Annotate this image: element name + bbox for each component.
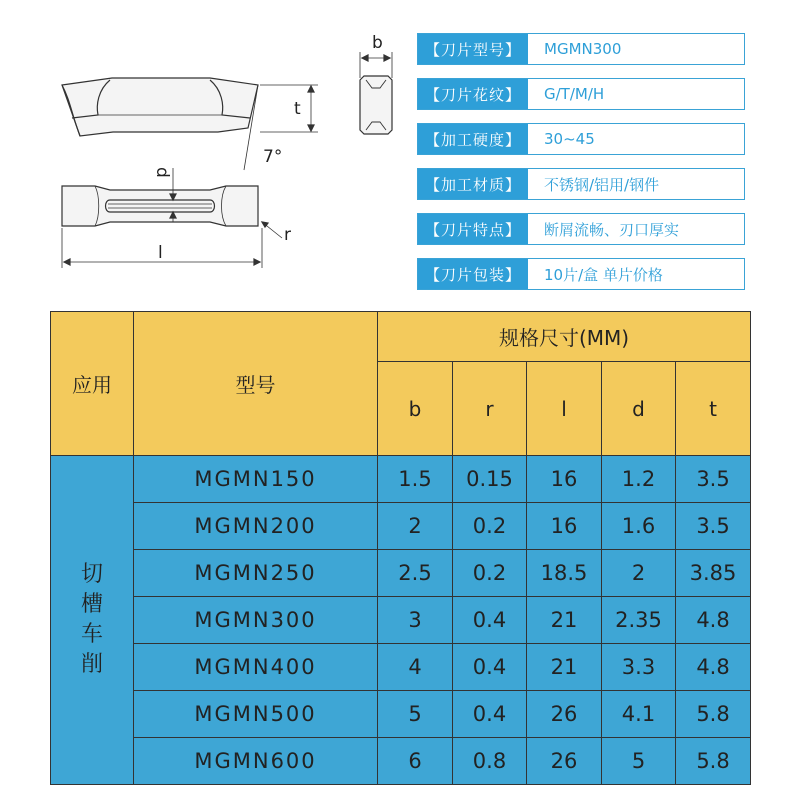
d-cell: 1.2 [602, 456, 676, 503]
spec-features [417, 213, 745, 245]
header-d: d [602, 362, 676, 456]
l-cell: 16 [527, 503, 602, 550]
t-cell: 3.5 [676, 456, 751, 503]
header-application: 应用 [51, 312, 134, 456]
d-cell: 3.3 [602, 644, 676, 691]
d-cell: 2.35 [602, 597, 676, 644]
spec-packaging [417, 258, 745, 290]
spec-packaging-value: 10片/盒 单片价格 [528, 259, 744, 289]
insert-end-view [360, 76, 392, 134]
table-row [51, 738, 751, 785]
insert-top-view [62, 186, 258, 226]
r-cell: 0.4 [453, 644, 527, 691]
d-cell: 1.6 [602, 503, 676, 550]
dimension-table [50, 311, 751, 785]
insert-technical-drawing [0, 0, 410, 300]
r-cell: 0.15 [453, 456, 527, 503]
table-row [51, 597, 751, 644]
application-text: 切槽车削 [80, 562, 103, 677]
label-l: l [158, 243, 163, 263]
header-dimensions: 规格尺寸(MM) [378, 312, 751, 362]
r-cell: 0.2 [453, 550, 527, 597]
l-cell: 21 [527, 597, 602, 644]
spec-features-value: 断屑流畅、刃口厚实 [528, 214, 744, 244]
spec-material [417, 168, 745, 200]
spec-packaging-label: 【刀片包装】 [418, 259, 528, 289]
model-cell: MGMN300 [134, 597, 378, 644]
model-cell: MGMN250 [134, 550, 378, 597]
l-cell: 16 [527, 456, 602, 503]
model-cell: MGMN600 [134, 738, 378, 785]
d-cell: 4.1 [602, 691, 676, 738]
spec-features-label: 【刀片特点】 [418, 214, 528, 244]
b-cell: 1.5 [378, 456, 453, 503]
table-row [51, 550, 751, 597]
table-row [51, 456, 751, 503]
spec-hardness-label: 【加工硬度】 [418, 124, 528, 154]
t-cell: 4.8 [676, 644, 751, 691]
table-row [51, 503, 751, 550]
spec-model-label: 【刀片型号】 [418, 34, 528, 64]
r-cell: 0.8 [453, 738, 527, 785]
l-cell: 21 [527, 644, 602, 691]
spec-material-label: 【加工材质】 [418, 169, 528, 199]
model-cell: MGMN200 [134, 503, 378, 550]
b-cell: 6 [378, 738, 453, 785]
header-t: t [676, 362, 751, 456]
t-cell: 3.5 [676, 503, 751, 550]
spec-material-value: 不锈钢/铝用/钢件 [528, 169, 744, 199]
label-r: r [284, 225, 291, 245]
t-cell: 5.8 [676, 738, 751, 785]
r-cell: 0.4 [453, 691, 527, 738]
label-angle: 7° [263, 147, 283, 167]
insert-spec-list [417, 33, 745, 303]
b-cell: 4 [378, 644, 453, 691]
spec-hardness-value: 30~45 [528, 124, 744, 154]
model-cell: MGMN150 [134, 456, 378, 503]
l-cell: 26 [527, 738, 602, 785]
r-cell: 0.4 [453, 597, 527, 644]
header-r: r [453, 362, 527, 456]
d-cell: 2 [602, 550, 676, 597]
t-cell: 4.8 [676, 597, 751, 644]
spec-hardness [417, 123, 745, 155]
b-cell: 5 [378, 691, 453, 738]
b-cell: 3 [378, 597, 453, 644]
spec-pattern-label: 【刀片花纹】 [418, 79, 528, 109]
model-cell: MGMN500 [134, 691, 378, 738]
insert-side-view [62, 78, 258, 136]
label-b: b [372, 33, 383, 53]
header-model: 型号 [134, 312, 378, 456]
model-cell: MGMN400 [134, 644, 378, 691]
t-cell: 3.85 [676, 550, 751, 597]
application-cell [51, 456, 134, 785]
table-row [51, 691, 751, 738]
d-cell: 5 [602, 738, 676, 785]
label-d: d [152, 167, 172, 178]
table-row [51, 644, 751, 691]
l-cell: 18.5 [527, 550, 602, 597]
header-l: l [527, 362, 602, 456]
label-t: t [294, 99, 301, 119]
spec-model-value: MGMN300 [528, 34, 744, 64]
spec-pattern [417, 78, 745, 110]
l-cell: 26 [527, 691, 602, 738]
spec-pattern-value: G/T/M/H [528, 79, 744, 109]
r-cell: 0.2 [453, 503, 527, 550]
spec-model [417, 33, 745, 65]
b-cell: 2.5 [378, 550, 453, 597]
t-cell: 5.8 [676, 691, 751, 738]
b-cell: 2 [378, 503, 453, 550]
header-b: b [378, 362, 453, 456]
